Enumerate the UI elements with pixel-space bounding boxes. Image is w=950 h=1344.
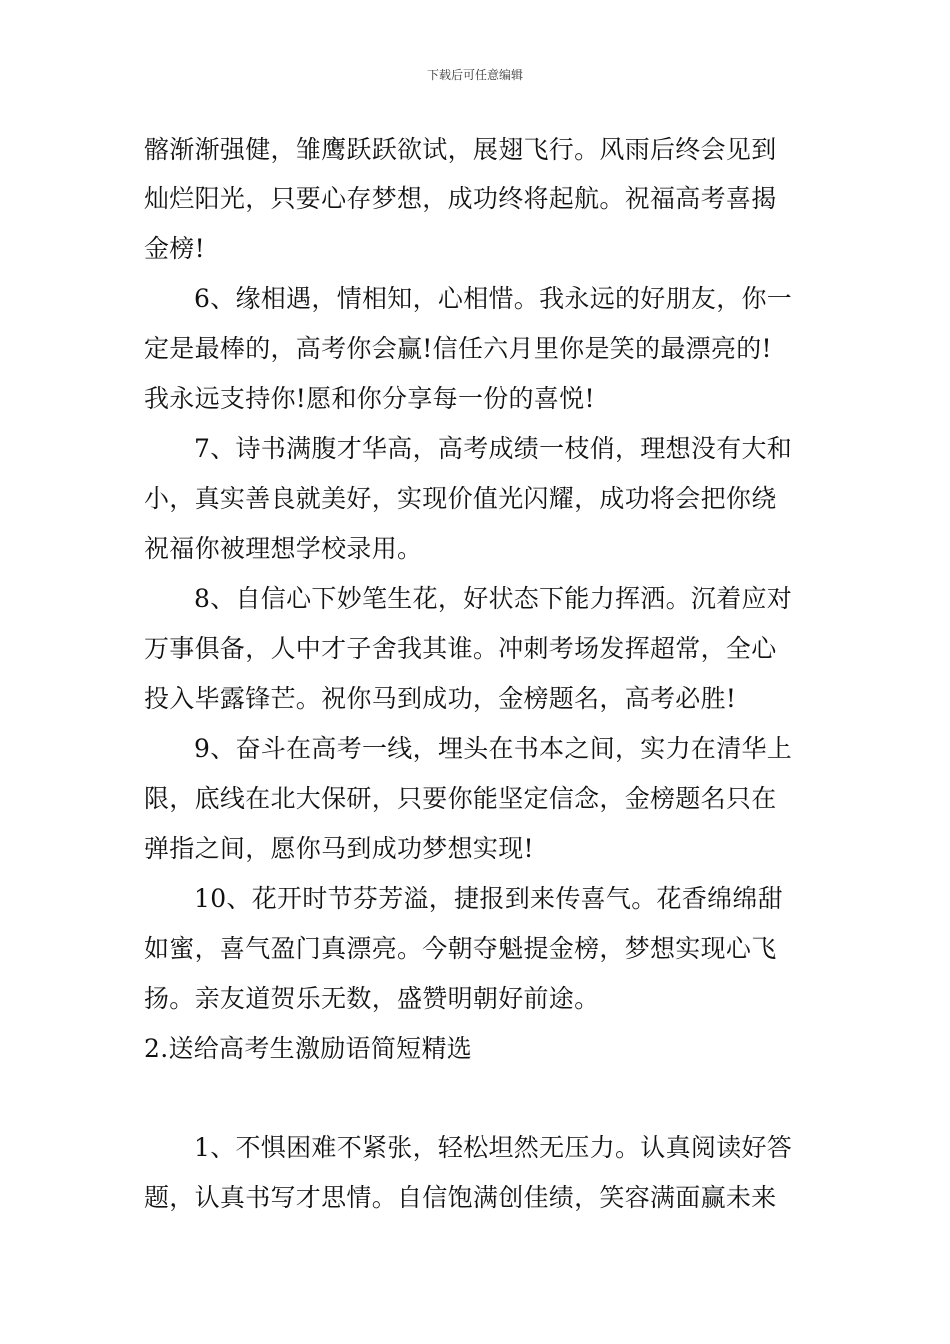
paragraph-line: 髂渐渐强健，雏鹰跃跃欲试，展翅飞行。风雨后终会见到: [144, 135, 777, 164]
paragraph-line: 7、诗书满腹才华高，高考成绩一枝俏，理想没有大和: [194, 434, 793, 463]
page-header: 下载后可任意编辑: [426, 68, 523, 82]
paragraph-line: 10、花开时节芬芳溢，捷报到来传喜气。花香绵绵甜: [194, 884, 784, 913]
paragraph-line: 金榜!: [144, 234, 205, 263]
paragraph-line: 万事俱备，人中才子舍我其谁。冲刺考场发挥超常，全心: [144, 634, 777, 663]
paragraph-line: 灿烂阳光，只要心存梦想，成功终将起航。祝福高考喜揭: [144, 184, 777, 213]
paragraph-line: 投入毕露锋芒。祝你马到成功，金榜题名，高考必胜!: [144, 684, 737, 713]
paragraph-line: 我永远支持你!愿和你分享每一份的喜悦!: [144, 384, 595, 413]
paragraph-line: 扬。亲友道贺乐无数，盛赞明朝好前途。: [144, 984, 600, 1013]
paragraph-line: 弹指之间，愿你马到成功梦想实现!: [144, 834, 534, 863]
paragraph-line: 6、缘相遇，情相知，心相惜。我永远的好朋友，你一: [194, 284, 793, 313]
paragraph-line: 小，真实善良就美好，实现价值光闪耀，成功将会把你绕: [144, 484, 777, 513]
paragraph-line: 8、自信心下妙笔生花，好状态下能力挥洒。沉着应对: [194, 584, 793, 613]
paragraph-line: 题，认真书写才思情。自信饱满创佳绩，笑容满面赢未来: [144, 1183, 777, 1212]
section-heading: 2.送给高考生激励语简短精选: [144, 1034, 473, 1063]
paragraph-line: 1、不惧困难不紧张，轻松坦然无压力。认真阅读好答: [194, 1133, 793, 1162]
paragraph-line: 祝福你被理想学校录用。: [144, 534, 423, 563]
paragraph-line: 如蜜，喜气盈门真漂亮。今朝夺魁提金榜，梦想实现心飞: [144, 934, 777, 963]
paragraph-line: 定是最棒的，高考你会赢!信任六月里你是笑的最漂亮的!: [144, 334, 772, 363]
paragraph-line: 限，底线在北大保研，只要你能坚定信念，金榜题名只在: [144, 784, 777, 813]
paragraph-line: 9、奋斗在高考一线，埋头在书本之间，实力在清华上: [194, 734, 793, 763]
